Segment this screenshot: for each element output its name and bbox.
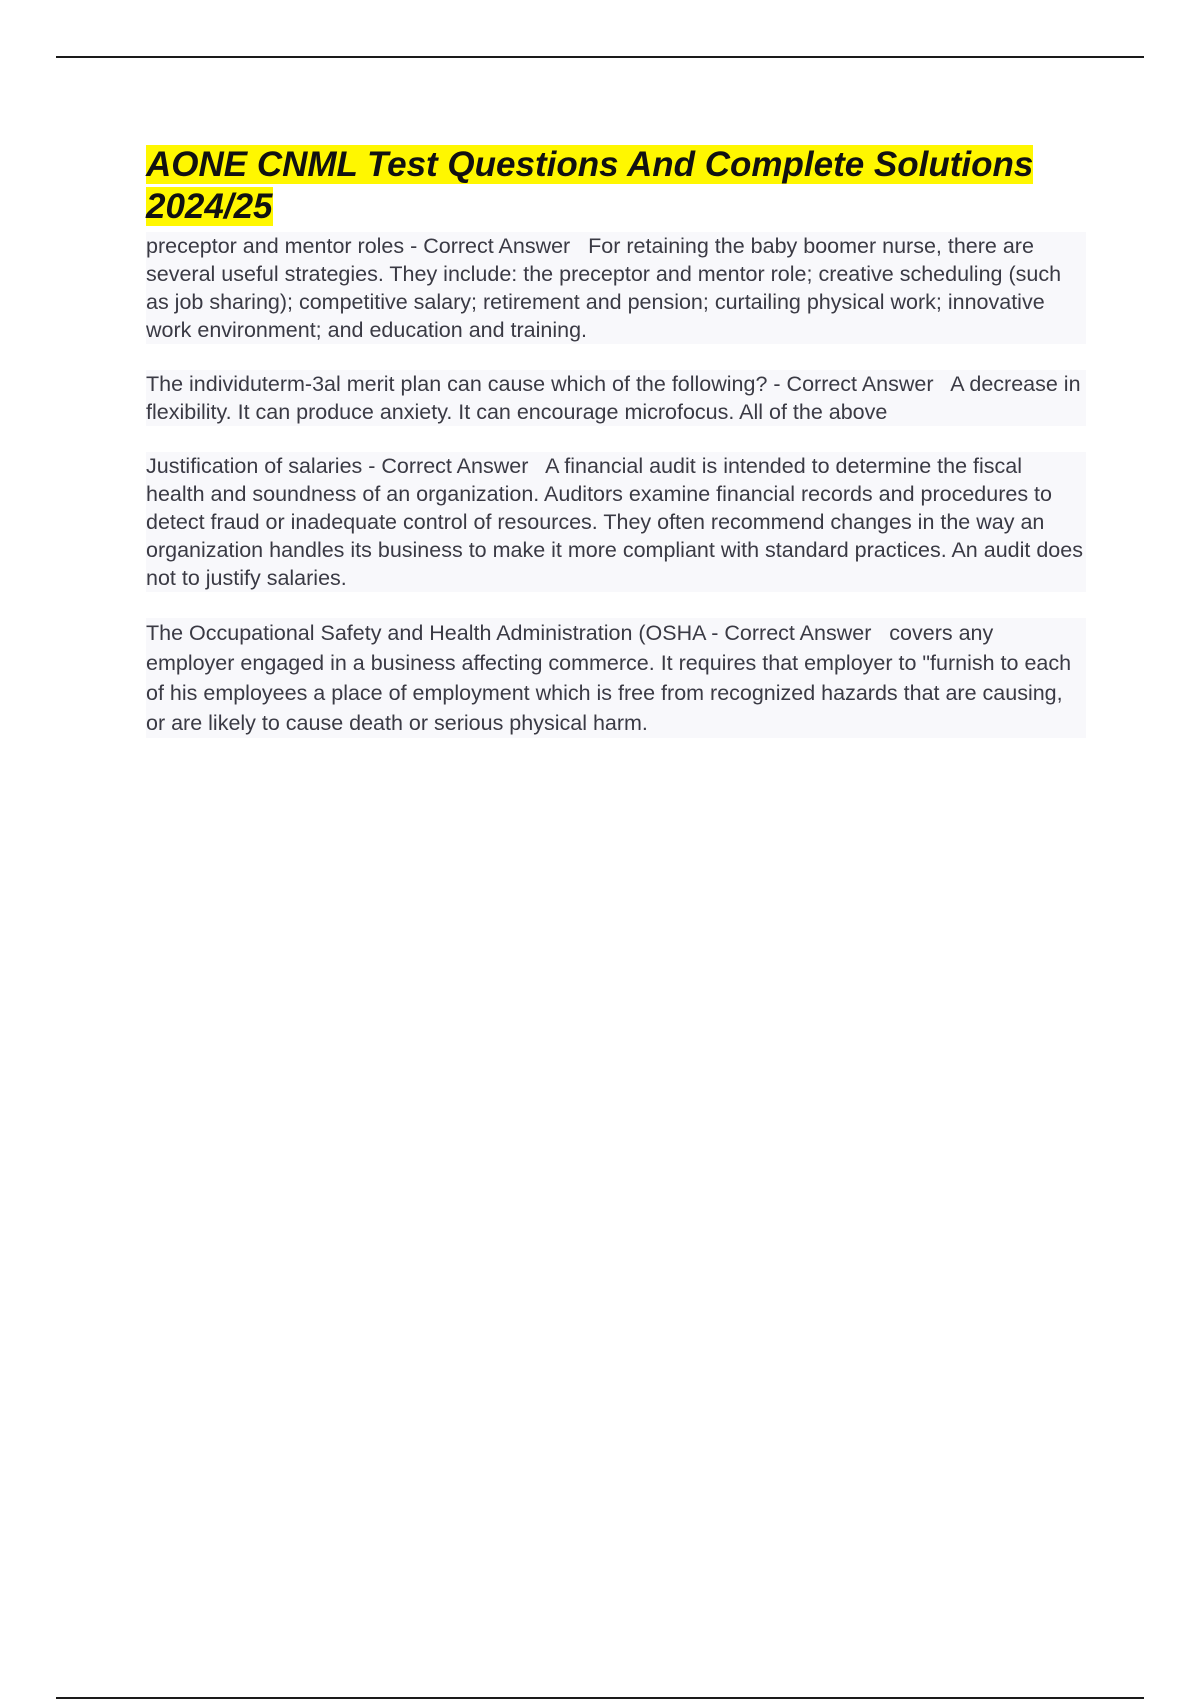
qa-entry: Justification of salaries - Correct Answer A financial audit is intended to determine the fiscal health and soundness of an organization. Auditors examine financial records and procedures to detect fraud or inadequate control of resources. They often recommend changes in the way an organization handles its business to make it more compliant with standard practices. An audit does not to justify salaries.	[146, 452, 1086, 592]
question-text: The individuterm-3al merit plan can cause which of the following?	[146, 372, 768, 396]
qa-entry: preceptor and mentor roles - Correct Answer For retaining the baby boomer nurse, there are several useful strategies. They include: the preceptor and mentor role; creative scheduling (such as job sharing); competitive salary; retirement and pension; curtailing physical work; innovative work environment; and education and training.	[146, 232, 1086, 344]
answer-text: A financial audit is intended to determine the fiscal health and soundness of an organization. Auditors examine financial records and procedures to detect fraud or inadequate control of resources. They often recommend changes in the way an organization handles its business to make it more compliant with standard practices. An audit does not to justify salaries.	[146, 454, 1083, 590]
document-title	[146, 144, 1086, 228]
answer-label: Correct Answer	[786, 372, 934, 396]
question-text: preceptor and mentor roles	[146, 234, 405, 258]
title-highlight: AONE CNML Test Questions And Complete Solutions 2024/25	[146, 145, 1034, 226]
question-text: Justification of salaries	[146, 454, 363, 478]
qa-entry: The Occupational Safety and Health Administration (OSHA - Correct Answer covers any employer engaged in a business affecting commerce. It requires that employer to "furnish to each of his employees a place of employment which is free from recognized hazards that are causing, or are likely to cause death or serious physical harm.	[146, 618, 1086, 738]
footer-rule	[56, 1697, 1144, 1699]
question-text: The Occupational Safety and Health Administration (OSHA	[146, 621, 706, 645]
answer-label: Correct Answer	[423, 234, 571, 258]
header-rule	[56, 56, 1144, 58]
answer-text: A decrease in flexibility. It can produce anxiety. It can encourage microfocus. All of the above	[146, 372, 1081, 424]
qa-entry: The individuterm-3al merit plan can cause which of the following? - Correct Answer A decrease in flexibility. It can produce anxiety. It can encourage microfocus. All of the above	[146, 370, 1086, 426]
answer-text: covers any employer engaged in a business affecting commerce. It requires that employer to "furnish to each of his employees a place of employment which is free from recognized hazards that are causing, or are likely to cause death or serious physical harm.	[146, 621, 1072, 735]
document-body	[146, 144, 1086, 764]
answer-label: Correct Answer	[724, 621, 872, 645]
answer-label: Correct Answer	[381, 454, 529, 478]
answer-text: For retaining the baby boomer nurse, there are several useful strategies. They include: the preceptor and mentor role; creative scheduling (such as job sharing); competitive salary; retirement and pension; curtailing physical work; innovative work environment; and education and training.	[146, 234, 1062, 342]
